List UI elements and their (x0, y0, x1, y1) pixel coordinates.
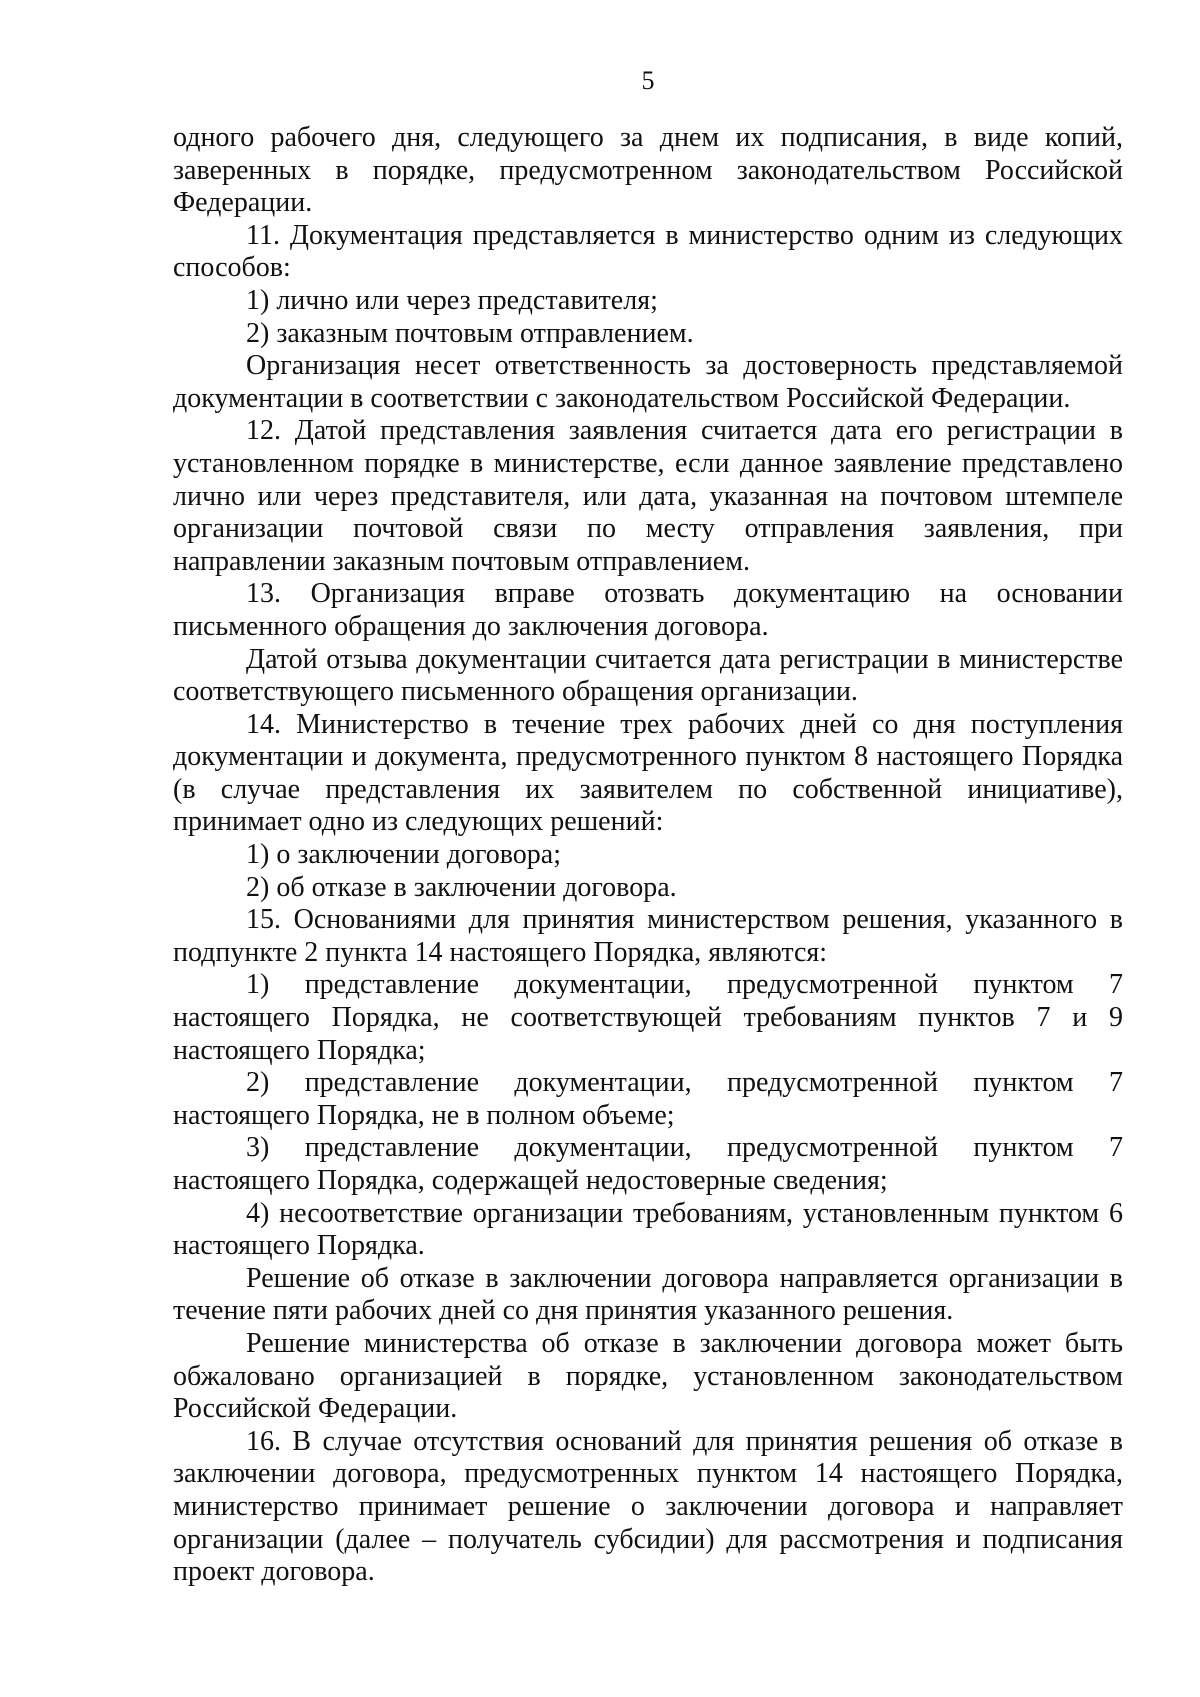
paragraph: Решение министерства об отказе в заключении договора может быть обжаловано организацией в порядке, установленном законодательством Российской Федерации. (173, 1327, 1123, 1425)
paragraph: 11. Документация представляется в министерство одним из следующих способов: (173, 219, 1123, 284)
paragraph: 1) лично или через представителя; (246, 284, 658, 316)
document-body (173, 122, 1123, 1589)
paragraph: 15. Основаниями для принятия министерством решения, указанного в подпункте 2 пункта 14 настоящего Порядка, являются: (173, 904, 1123, 968)
paragraph: одного рабочего дня, следующего за днем их подписания, в виде копий, заверенных в порядке, предусмотренном законодательством Российской Федерации. (173, 122, 1123, 219)
paragraph: 2) представление документации, предусмотренной пунктом 7 настоящего Порядка, не в полном объеме; (173, 1067, 1123, 1131)
paragraph: 14. Министерство в течение трех рабочих дней со дня поступления документации и документа, предусмотренного пунктом 8 настоящего Порядка (в случае представления их заявителем по собственной инициативе), принимает одно из следующих решений: (173, 708, 1123, 838)
paragraph: 12. Датой представления заявления считается дата его регистрации в установленном порядке в министерстве, если данное заявление представлено лично или через представителя, или дата, указанная на почтовом штемпеле организации почтовой связи по месту отправления заявления, при направлении заказным почтовым отправлением. (173, 415, 1123, 577)
paragraph: Решение об отказе в заключении договора направляется организации в течение пяти рабочих дней со дня принятия указанного решения. (173, 1262, 1123, 1327)
paragraph: 13. Организация вправе отозвать документацию на основании письменного обращения до заключения договора. (173, 578, 1123, 642)
document-page (173, 66, 1123, 1589)
paragraph: Датой отзыва документации считается дата регистрации в министерстве соответствующего письменного обращения организации. (173, 643, 1123, 708)
paragraph: 1) о заключении договора; (246, 839, 561, 871)
paragraph: 1) представление документации, предусмотренной пунктом 7 настоящего Порядка, не соответствующей требованиям пунктов 7 и 9 настоящего Порядка; (173, 969, 1123, 1066)
paragraph: 3) представление документации, предусмотренной пунктом 7 настоящего Порядка, содержащей недостоверные сведения; (173, 1132, 1123, 1196)
paragraph: 2) об отказе в заключении договора. (246, 871, 677, 903)
page-number: 5 (641, 66, 655, 95)
paragraph: 16. В случае отсутствия оснований для принятия решения об отказе в заключении договора, предусмотренных пунктом 14 настоящего Порядка, министерство принимает решение о заключении договора и направляет организации (далее – получатель субсидии) для рассмотрения и подписания проект договора. (173, 1425, 1123, 1588)
paragraph: Организация несет ответственность за достоверность представляемой документации в соответствии с законодательством Российской Федерации. (173, 350, 1123, 414)
paragraph: 4) несоответствие организации требованиям, установленным пунктом 6 настоящего Порядка. (173, 1197, 1123, 1262)
paragraph: 2) заказным почтовым отправлением. (246, 317, 694, 349)
